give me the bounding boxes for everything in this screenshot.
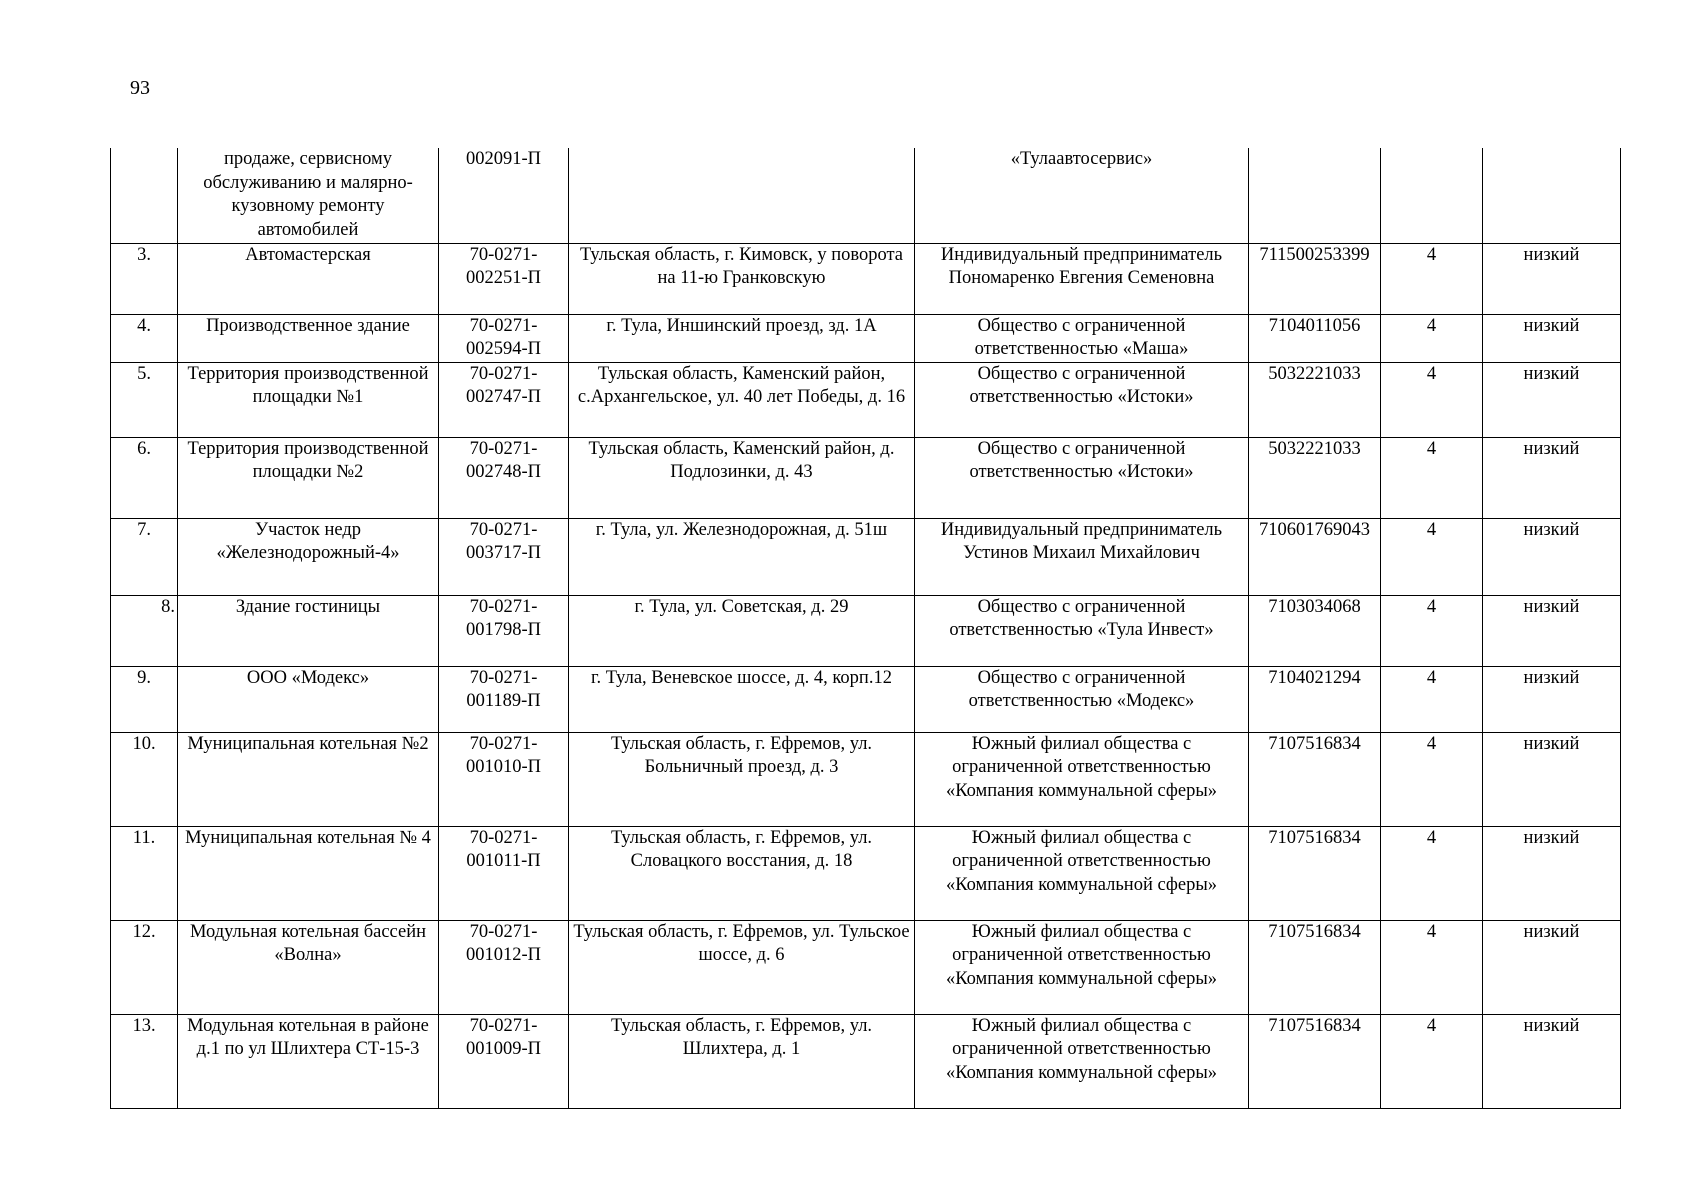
facility-code: 70-0271-002748-П [439, 437, 569, 518]
facility-operator: Общество с ограниченной ответственностью «Модекс» [915, 666, 1249, 732]
operator-inn: 7103034068 [1249, 595, 1381, 666]
facility-operator: Южный филиал общества с ограниченной ответственностью «Компания коммунальной сферы» [915, 826, 1249, 920]
operator-inn: 7107516834 [1249, 920, 1381, 1014]
facility-address: г. Тула, Иншинский проезд, зд. 1А [569, 314, 915, 362]
facility-operator: «Тулаавтосервис» [915, 148, 1249, 243]
facility-category: 4 [1381, 518, 1483, 595]
facility-category: 4 [1381, 243, 1483, 314]
facility-name: Модульная котельная в районе д.1 по ул Шлихтера СТ-15-3 [178, 1014, 439, 1108]
operator-inn: 7107516834 [1249, 1014, 1381, 1108]
table-row [111, 314, 1621, 362]
facility-address: Тульская область, г. Ефремов, ул. Словацкого восстания, д. 18 [569, 826, 915, 920]
facility-operator: Южный филиал общества с ограниченной ответственностью «Компания коммунальной сферы» [915, 920, 1249, 1014]
facility-code: 70-0271-002594-П [439, 314, 569, 362]
risk-level: низкий [1483, 437, 1621, 518]
facility-code: 70-0271-001009-П [439, 1014, 569, 1108]
row-number: 3. [111, 243, 178, 314]
row-number: 10. [111, 732, 178, 826]
risk-level: низкий [1483, 595, 1621, 666]
facility-name: ООО «Модекс» [178, 666, 439, 732]
facility-address: Тульская область, г. Ефремов, ул. Шлихтера, д. 1 [569, 1014, 915, 1108]
facility-address: Тульская область, г. Ефремов, ул. Больничный проезд, д. 3 [569, 732, 915, 826]
facility-category: 4 [1381, 732, 1483, 826]
facility-category: 4 [1381, 437, 1483, 518]
risk-level: низкий [1483, 518, 1621, 595]
facility-category: 4 [1381, 666, 1483, 732]
operator-inn: 5032221033 [1249, 362, 1381, 437]
facilities-table [110, 148, 1621, 1109]
facility-category: 4 [1381, 826, 1483, 920]
operator-inn [1249, 148, 1381, 243]
table-row [111, 920, 1621, 1014]
row-number: 9. [111, 666, 178, 732]
operator-inn: 7107516834 [1249, 732, 1381, 826]
risk-level: низкий [1483, 243, 1621, 314]
facility-operator: Общество с ограниченной ответственностью «Истоки» [915, 362, 1249, 437]
facility-address: г. Тула, Веневское шоссе, д. 4, корп.12 [569, 666, 915, 732]
row-number: 4. [111, 314, 178, 362]
table-row [111, 826, 1621, 920]
facility-code: 70-0271-003717-П [439, 518, 569, 595]
risk-level: низкий [1483, 732, 1621, 826]
facility-name: Территория производственной площадки №1 [178, 362, 439, 437]
facility-operator: Общество с ограниченной ответственностью «Истоки» [915, 437, 1249, 518]
facility-name: Муниципальная котельная №2 [178, 732, 439, 826]
operator-inn: 7104011056 [1249, 314, 1381, 362]
facility-name: Муниципальная котельная № 4 [178, 826, 439, 920]
facility-operator: Общество с ограниченной ответственностью «Маша» [915, 314, 1249, 362]
facility-category: 4 [1381, 1014, 1483, 1108]
row-number: 8. [111, 595, 178, 666]
table-row [111, 518, 1621, 595]
table-row [111, 1014, 1621, 1108]
risk-level: низкий [1483, 666, 1621, 732]
risk-level: низкий [1483, 314, 1621, 362]
table-row [111, 243, 1621, 314]
facility-code: 70-0271-001189-П [439, 666, 569, 732]
facility-address: Тульская область, г. Ефремов, ул. Тульское шоссе, д. 6 [569, 920, 915, 1014]
row-number: 7. [111, 518, 178, 595]
facility-code: 70-0271-001010-П [439, 732, 569, 826]
facility-address [569, 148, 915, 243]
facility-code: 70-0271-002747-П [439, 362, 569, 437]
facility-category: 4 [1381, 362, 1483, 437]
operator-inn: 711500253399 [1249, 243, 1381, 314]
table-row [111, 148, 1621, 243]
facility-code: 002091-П [439, 148, 569, 243]
facility-operator: Общество с ограниченной ответственностью «Тула Инвест» [915, 595, 1249, 666]
row-number: 11. [111, 826, 178, 920]
facility-name: продаже, сервисному обслуживанию и малярно-кузовному ремонту автомобилей [178, 148, 439, 243]
facility-category [1381, 148, 1483, 243]
operator-inn: 7104021294 [1249, 666, 1381, 732]
row-number: 12. [111, 920, 178, 1014]
facility-operator: Индивидуальный предприниматель Устинов Михаил Михайлович [915, 518, 1249, 595]
facility-name: Автомастерская [178, 243, 439, 314]
table-row [111, 732, 1621, 826]
facility-address: Тульская область, Каменский район, с.Архангельское, ул. 40 лет Победы, д. 16 [569, 362, 915, 437]
facility-address: Тульская область, Каменский район, д. Подлозинки, д. 43 [569, 437, 915, 518]
risk-level [1483, 148, 1621, 243]
facility-name: Модульная котельная бассейн «Волна» [178, 920, 439, 1014]
operator-inn: 5032221033 [1249, 437, 1381, 518]
facility-operator: Южный филиал общества с ограниченной ответственностью «Компания коммунальной сферы» [915, 732, 1249, 826]
risk-level: низкий [1483, 826, 1621, 920]
table-row [111, 362, 1621, 437]
risk-level: низкий [1483, 1014, 1621, 1108]
facility-code: 70-0271-001012-П [439, 920, 569, 1014]
table-row [111, 666, 1621, 732]
facility-code: 70-0271-001798-П [439, 595, 569, 666]
facility-name: Здание гостиницы [178, 595, 439, 666]
facility-name: Производственное здание [178, 314, 439, 362]
facility-category: 4 [1381, 314, 1483, 362]
row-number: 5. [111, 362, 178, 437]
table-row [111, 437, 1621, 518]
facility-code: 70-0271-002251-П [439, 243, 569, 314]
facility-category: 4 [1381, 595, 1483, 666]
facility-address: Тульская область, г. Кимовск, у поворота на 11-ю Гранковскую [569, 243, 915, 314]
facility-category: 4 [1381, 920, 1483, 1014]
facility-name: Участок недр «Железнодорожный-4» [178, 518, 439, 595]
facility-code: 70-0271-001011-П [439, 826, 569, 920]
facility-address: г. Тула, ул. Железнодорожная, д. 51ш [569, 518, 915, 595]
risk-level: низкий [1483, 362, 1621, 437]
table-row [111, 595, 1621, 666]
operator-inn: 7107516834 [1249, 826, 1381, 920]
row-number: 6. [111, 437, 178, 518]
page-number: 93 [130, 77, 150, 99]
row-number [111, 148, 178, 243]
facility-name: Территория производственной площадки №2 [178, 437, 439, 518]
operator-inn: 710601769043 [1249, 518, 1381, 595]
facility-address: г. Тула, ул. Советская, д. 29 [569, 595, 915, 666]
facility-operator: Индивидуальный предприниматель Пономаренко Евгения Семеновна [915, 243, 1249, 314]
risk-level: низкий [1483, 920, 1621, 1014]
row-number: 13. [111, 1014, 178, 1108]
facility-operator: Южный филиал общества с ограниченной ответственностью «Компания коммунальной сферы» [915, 1014, 1249, 1108]
